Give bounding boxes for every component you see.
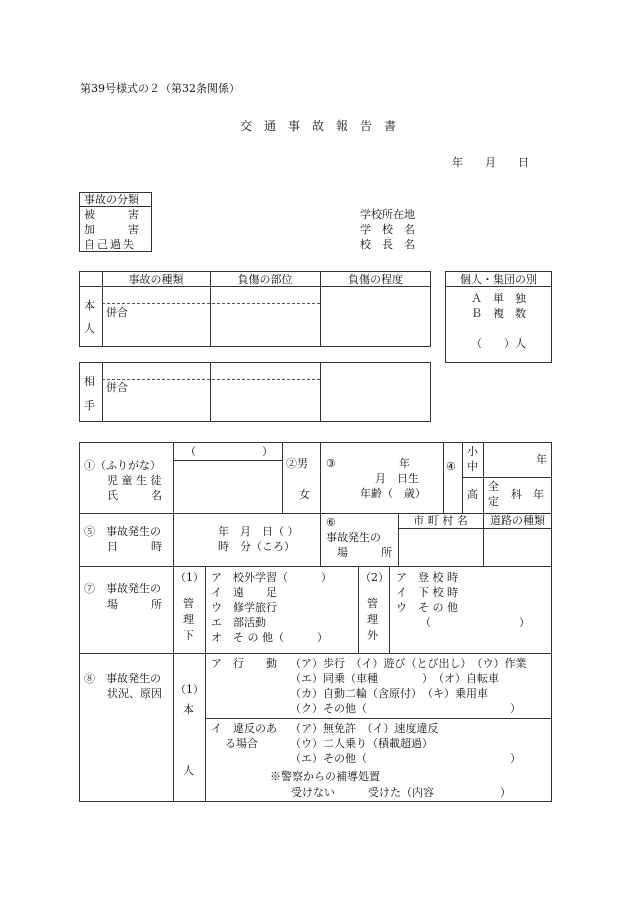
s8-label-bottom: 状況、原因	[107, 687, 162, 700]
s8-a-line1: （ア）歩行 （イ）遊び（とび出し） （ウ）作業	[290, 657, 527, 670]
s6-header-city: 市 町 村 名	[413, 514, 468, 527]
other-label-bottom: 手	[84, 399, 95, 412]
s2-male: ②男	[286, 457, 308, 470]
s8-a-heading: ア 行 動	[211, 657, 277, 670]
injury-table-other	[79, 362, 431, 422]
s7-sub2-char3: 外	[367, 629, 378, 642]
s7-opt-c: ウ 修学旅行	[211, 601, 277, 614]
s6-label-top: 事故発生の	[326, 531, 381, 544]
s7-sub2-char2: 理	[367, 613, 378, 626]
s7-opt-d: エ 部活動	[211, 616, 266, 629]
s7-opt2-c: ウ そ の 他	[396, 601, 458, 614]
group-option-multiple: Ｂ 複 数	[471, 307, 526, 320]
level-middle: 中	[467, 460, 478, 473]
s7-sub2-char1: 管	[367, 597, 378, 610]
s6-header-road: 道路の種類	[490, 514, 545, 527]
page-title: 交 通 事 故 報 告 書	[240, 119, 397, 133]
s5-label-bottom: 日 時	[107, 540, 162, 553]
s7-sub2-number: （2）	[360, 571, 389, 584]
s7-opt-b: イ 遠 足	[211, 586, 277, 599]
other-label-top: 相	[84, 375, 95, 388]
classification-heading: 事故の分類	[84, 193, 139, 206]
s7-sub1-char1: 管	[183, 597, 194, 610]
s7-opt-e: オ そ の 他（ ）	[211, 631, 328, 644]
s7-opt2-a: ア 登 校 時	[396, 571, 458, 584]
s8-b-line3: （エ）その他（ ）	[290, 752, 521, 765]
school-name-label: 学 校 名	[360, 223, 415, 236]
s3-number: ③	[326, 457, 336, 470]
classification-self: 自己過失	[84, 238, 136, 251]
level-high: 高	[467, 488, 478, 501]
header-injury-degree: 負傷の程度	[348, 273, 403, 286]
s8-sub-char2: 人	[183, 764, 194, 777]
s5-time: 時 分（ころ）	[218, 540, 295, 553]
group-heading: 個人・集団の別	[460, 273, 537, 286]
principal-name-label: 校 長 名	[360, 238, 415, 251]
s3-birth: 月 日生	[375, 472, 419, 485]
level-elementary: 小	[467, 445, 478, 458]
s3-year: 年	[399, 457, 410, 470]
s1-label-furigana: ①（ふりがな）	[84, 459, 161, 472]
s6-label-bottom: 場 所	[337, 546, 392, 559]
s5-date: 年 月 日（ ）	[218, 525, 299, 538]
s8-sub-number: （1）	[175, 683, 204, 696]
self-label-bottom: 人	[84, 322, 95, 335]
s7-opt2-other: （ ）	[420, 616, 530, 629]
s7-opt-a: ア 校外学習（ ）	[211, 571, 332, 584]
s4-number: ④	[446, 460, 456, 473]
s8-a-line3: （カ）自動二輪（含原付） （キ）乗用車	[290, 687, 488, 700]
classification-damaged: 被 害	[84, 208, 139, 221]
s6-number: ⑥	[326, 516, 336, 529]
course-full: 全	[488, 480, 499, 493]
s1-label-name: 氏 名	[107, 489, 162, 502]
school-address-label: 学校所在地	[360, 208, 415, 221]
self-label-top: 本	[84, 299, 95, 312]
s7-sub1-number: （1）	[175, 571, 204, 584]
s5-label-top: ⑤ 事故発生の	[84, 525, 161, 538]
form-number: 第39号様式の２（第32条関係）	[80, 82, 240, 95]
s8-sub-char1: 本	[183, 703, 194, 716]
date-line: 年 月 日	[452, 156, 529, 169]
group-option-single: Ａ 単 独	[471, 292, 526, 305]
other-combined-label: 併合	[106, 381, 128, 394]
furigana-paren: （ ）	[185, 445, 273, 458]
s7-sub1-char3: 下	[183, 629, 194, 642]
s7-label-top: ⑦ 事故発生の	[84, 582, 161, 595]
group-count: （ ）人	[471, 337, 526, 350]
s8-b-heading-bottom: る場合	[225, 737, 258, 750]
s8-a-line4: （ク）その他（ ）	[290, 702, 521, 715]
s8-police-heading: ※警察からの補導処置	[270, 770, 380, 783]
s8-b-line2: （ウ）二人乗り（積載超過）	[290, 737, 433, 750]
s7-label-bottom: 場 所	[107, 598, 162, 611]
s3-age: 年齢（ 歳）	[360, 487, 426, 500]
s8-b-line1: （ア）無免許 （イ）速度違反	[290, 722, 439, 735]
s8-a-line2: （エ）同乗（車種 ） （オ）自転車	[290, 672, 499, 685]
s7-sub1-char2: 理	[183, 613, 194, 626]
course-part: 定	[488, 495, 499, 508]
header-injury-part: 負傷の部位	[237, 273, 293, 286]
classification-cause: 加 害	[84, 223, 139, 236]
s8-b-heading-top: イ 違反のあ	[211, 722, 277, 735]
s8-police-result: 受けない 受けた（内容 ）	[291, 786, 511, 799]
course-suffix: 科 年	[511, 488, 544, 501]
header-accident-type: 事故の種類	[128, 273, 184, 286]
s7-opt2-b: イ 下 校 時	[396, 586, 458, 599]
s1-label-student: 児 童 生 徒	[107, 474, 162, 487]
grade-year: 年	[536, 453, 547, 466]
self-combined-label: 併合	[106, 306, 128, 319]
s8-label-top: ⑧ 事故発生の	[84, 672, 161, 685]
s2-female: 女	[299, 488, 310, 501]
